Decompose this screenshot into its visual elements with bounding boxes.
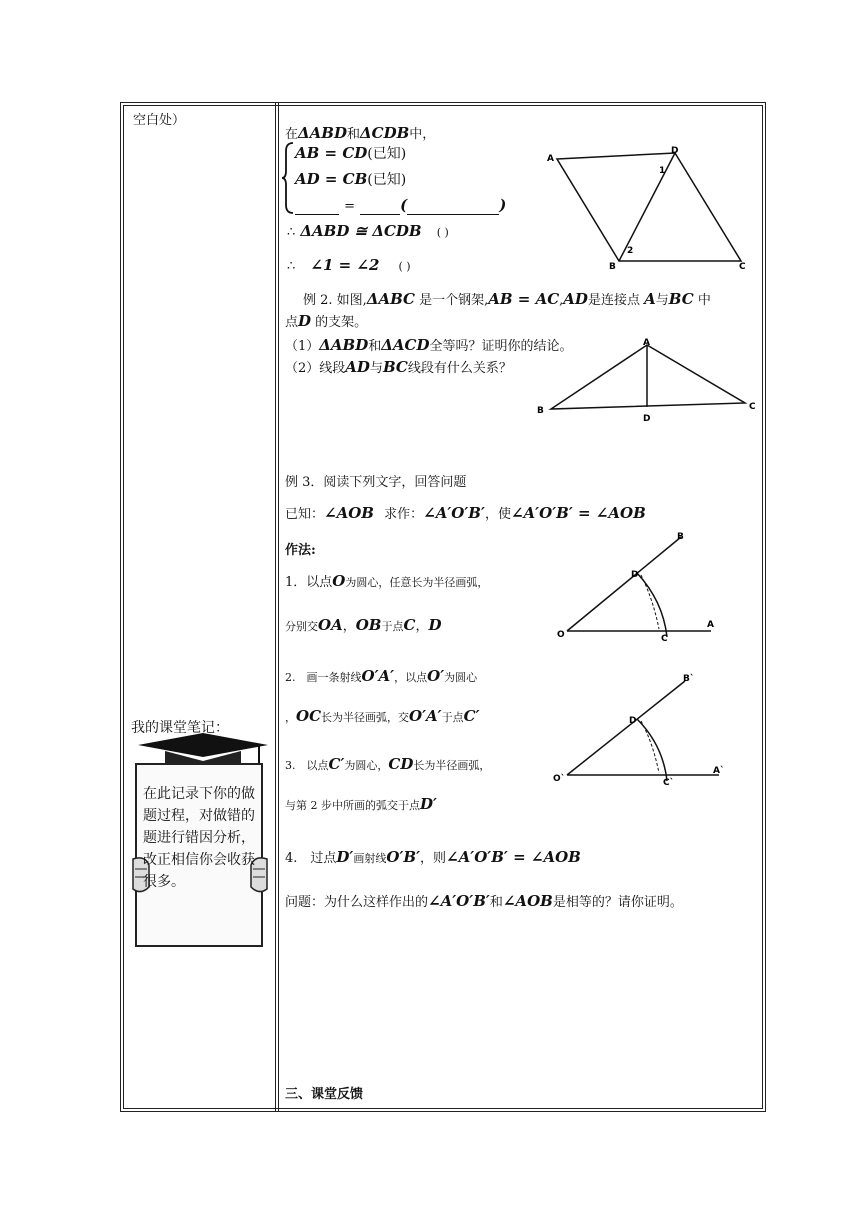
step-2-line-2: [285, 707, 480, 725]
figure-angle-a1o1b1: [553, 669, 733, 789]
step4-equation: ∠A′O′B′ = ∠AOB: [446, 848, 581, 866]
blank-reason: [407, 195, 499, 215]
step3-text-3: 与第 2 步中所画的弧交于点: [285, 799, 420, 812]
example2-text-4: 中: [697, 293, 711, 308]
label-c: C: [749, 402, 756, 412]
example2-comma: ,: [559, 293, 564, 308]
label-angle-1: 1: [659, 166, 666, 176]
step3-point-c: C′: [328, 755, 345, 773]
step1-at-point: 于点: [381, 620, 404, 633]
step4-ray: O′B′: [386, 848, 421, 866]
q2-segment-ad: AD: [345, 358, 370, 376]
reason-blank-2: ( ): [398, 260, 411, 273]
blank-right: [360, 195, 400, 215]
congruence-line: [287, 221, 449, 240]
notes-card: [135, 763, 263, 947]
step-4: [285, 847, 581, 866]
step2-text-3: 长为半径画弧，交: [321, 711, 410, 724]
proof-suffix: 中，: [409, 127, 436, 142]
label-c: C: [661, 634, 668, 644]
label-d: D: [671, 146, 679, 156]
label-a: A: [547, 154, 554, 164]
step2-point-c: C′: [463, 707, 480, 725]
example2-prefix: 例 2. 如图,: [303, 293, 367, 308]
column-divider: [275, 103, 279, 1111]
notes-card-text: 在此记录下你的做题过程，对做错的题进行错因分析，改正相信你会收获很多。: [143, 786, 255, 890]
step3-text-2: 长为半径画弧，: [413, 759, 491, 772]
segment-bc: BC: [668, 290, 694, 308]
step1-ob: OB: [355, 616, 382, 634]
eq-sign: =: [344, 199, 355, 214]
step2-prefix: 2. 画一条射线: [285, 671, 362, 684]
proof-equation-3: = ( ): [295, 195, 506, 215]
step1-comma-2: ，: [415, 619, 429, 634]
question-suffix: 是相等的？请你证明。: [552, 895, 683, 910]
angle-statement: ∠1 = ∠2: [310, 256, 380, 274]
eq-ad-cb: AD = CB: [295, 170, 368, 188]
label-d: D: [631, 570, 639, 580]
step2-text-2: 为圆心: [444, 671, 478, 684]
q1-triangle-abd: ΔABD: [319, 336, 369, 354]
step4-point-d: D′: [336, 848, 354, 866]
label-b: B: [537, 406, 544, 416]
triangle-abd: ΔABD: [298, 124, 347, 142]
example2-point-word: 点: [285, 315, 299, 330]
label-d-prime: D: [629, 716, 637, 726]
step4-prefix: 4. 过点: [285, 851, 337, 866]
example2-support-text: 的支架。: [315, 315, 368, 330]
label-c-prime: C`: [663, 778, 675, 788]
proof-and: 和: [346, 127, 360, 142]
step-3-line-2: [285, 795, 437, 813]
q2-and: 与: [369, 361, 383, 376]
step1-point-o: O: [332, 572, 346, 590]
step1-point-c: C: [403, 616, 416, 634]
notes-title: 我的课堂笔记：: [131, 720, 229, 736]
step3-text-1: 为圆心，: [344, 759, 389, 772]
eq-ab-cd: AB = CD: [295, 144, 368, 162]
label-d: D: [643, 414, 651, 424]
example3-title: 例 3．阅读下列文字，回答问题: [285, 475, 467, 490]
construct-label: 求作：: [384, 507, 424, 522]
figure-triangle: [529, 335, 765, 425]
figure-angle-aob: [553, 527, 723, 645]
label-b-prime: B`: [683, 674, 695, 684]
example3-given: [285, 503, 646, 522]
q2-prefix: （2）线段: [285, 361, 346, 376]
eq-ab-ac: AB = AC: [488, 290, 560, 308]
example2-text-1: 是一个钢架,: [414, 293, 489, 308]
proof-line-1: [285, 123, 435, 142]
given-label: 已知：: [285, 507, 325, 522]
label-o-prime: O`: [553, 774, 566, 784]
step4-text-2: ，则: [420, 851, 447, 866]
step-2-line-1: [285, 667, 477, 685]
step2-point-o: O′: [427, 667, 445, 685]
step2-text-1: ，以点: [394, 671, 428, 684]
reason-given-1: (已知): [367, 146, 407, 162]
segment-ad: AD: [563, 290, 588, 308]
section-3-heading: 三、课堂反馈: [285, 1087, 364, 1102]
label-o: O: [557, 630, 565, 640]
question-angle-1: ∠A′O′B′: [428, 892, 490, 910]
question-line: [285, 891, 683, 910]
document-table: [120, 102, 766, 1112]
step1-point-d: D: [428, 616, 442, 634]
step2-ray: O′A′: [361, 667, 395, 685]
step2-ray-2: O′A′: [409, 707, 442, 725]
q2-text: 线段有什么关系？: [407, 361, 512, 376]
method-label: 作法:: [285, 543, 316, 558]
congruence-statement: ΔABD ≅ ΔCDB: [300, 222, 422, 240]
triangle-abc: ΔABC: [366, 290, 415, 308]
label-angle-2: 2: [627, 246, 634, 256]
left-top-fragment: 空白处）: [133, 113, 186, 128]
angle-aob: ∠AOB: [324, 504, 374, 522]
proof-prefix: 在: [285, 127, 299, 142]
label-b: B: [677, 532, 684, 542]
reason-blank-1: ( ): [436, 226, 449, 239]
point-a: A: [644, 290, 656, 308]
step-1-line-1: [285, 571, 488, 590]
step-1-line-2: [285, 615, 441, 634]
angle-equation: ∠A′O′B′ = ∠AOB: [510, 504, 646, 522]
label-c: C: [739, 262, 746, 269]
step1-text: 为圆心，任意长为半径画弧，: [345, 576, 489, 589]
make-label: ，使: [484, 507, 511, 522]
example2-question-2: [285, 357, 512, 376]
proof-equation-1: [295, 143, 406, 163]
label-a-prime: A`: [713, 766, 725, 776]
blank-left: [295, 195, 339, 215]
label-a: A: [643, 338, 650, 348]
question-angle-2: ∠AOB: [502, 892, 553, 910]
figure-parallelogram: [541, 143, 761, 269]
proof-equation-2: [295, 169, 406, 189]
step2-comma: ，: [285, 711, 296, 724]
q1-triangle-acd: ΔACD: [381, 336, 430, 354]
step3-cd: CD: [388, 755, 414, 773]
step3-prefix: 3. 以点: [285, 759, 329, 772]
angle-a1o1b1: ∠A′O′B′: [423, 504, 485, 522]
q2-segment-bc: BC: [382, 358, 408, 376]
q1-and: 和: [368, 339, 382, 354]
q1-text: 全等吗？证明你的结论。: [429, 339, 573, 354]
point-d: D: [298, 312, 312, 330]
label-b: B: [609, 262, 616, 269]
label-a: A: [707, 620, 714, 630]
q1-number: （1）: [285, 339, 320, 354]
question-prefix: 问题：为什么这样作出的: [285, 895, 429, 910]
example2-line1: [303, 289, 711, 308]
reason-given-2: (已知): [367, 172, 407, 188]
left-brace-icon: [281, 141, 295, 215]
triangle-cdb: ΔCDB: [360, 124, 410, 142]
step1-intersect: 分别交: [285, 620, 318, 633]
step1-oa: OA: [318, 616, 343, 634]
therefore-symbol-2: ∴: [287, 259, 296, 274]
step1-prefix: 1．以点: [285, 575, 333, 590]
example2-line2: [285, 311, 367, 330]
step2-oc: OC: [296, 707, 322, 725]
angle-line: [287, 255, 411, 274]
question-and: 和: [489, 895, 503, 910]
step-3-line-1: [285, 755, 490, 773]
step3-point-d: D′: [420, 795, 437, 813]
step2-text-4: 于点: [441, 711, 464, 724]
therefore-symbol: ∴: [287, 225, 296, 240]
step4-text-1: 画射线: [353, 852, 387, 865]
example2-text-2: 是连接点: [587, 293, 640, 308]
example2-text-3: 与: [655, 293, 669, 308]
step1-comma: ，: [342, 619, 356, 634]
